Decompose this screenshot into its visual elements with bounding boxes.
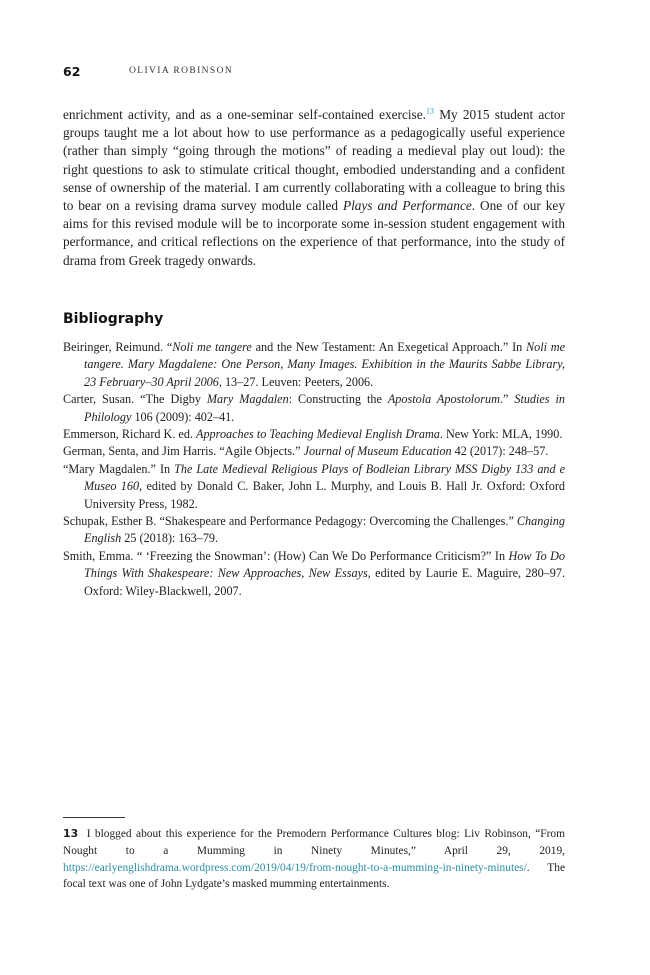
entry-text: Carter, Susan. “The Digby bbox=[63, 392, 207, 407]
entry-italic: Mary Magdalen bbox=[206, 392, 289, 407]
entry-italic: Approaches to Teaching Medieval English Drama bbox=[196, 427, 440, 442]
running-head-author: OLIVIA ROBINSON bbox=[129, 66, 234, 76]
footnote-number: 13 bbox=[63, 827, 79, 840]
entry-text: .” bbox=[499, 392, 515, 407]
entry-italic: Journal of Museum Education bbox=[303, 444, 452, 459]
bibliography-entry bbox=[63, 461, 565, 513]
bibliography-entry bbox=[63, 443, 565, 460]
bibliography-entry bbox=[63, 513, 565, 548]
entry-text: Beiringer, Reimund. “ bbox=[63, 340, 173, 354]
footnote-link[interactable]: https://earlyenglishdrama.wordpress.com/2019/04/19/from-nought-to-a-mumming-in-ninety-minutes/ bbox=[63, 861, 527, 874]
footnote-text: I blogged about this experience for the Premodern Performance Cultures blog: Liv Robinson, “From Nought to a Mumming in Ninety Minutes,” April 29, 2019, bbox=[63, 828, 565, 857]
entry-italic: How To Do Things With Shakespeare: New Approaches, New Essays bbox=[84, 548, 566, 581]
entry-text: and the New Testament: An Exegetical Approach.” In bbox=[251, 340, 526, 354]
body-italic-title: Plays and Performance bbox=[342, 198, 472, 214]
entry-text: 42 (2017): 248–57. bbox=[451, 444, 549, 459]
bibliography-list bbox=[63, 339, 565, 600]
entry-text: German, Senta, and Jim Harris. “Agile Objects.” bbox=[63, 444, 304, 459]
entry-italic: The Late Medieval Religious Plays of Bodleian Library MSS Digby 133 and e Museo 160 bbox=[84, 461, 565, 494]
footnote-text: . The focal text was one of John Lydgate’s masked mumming entertainments. bbox=[63, 861, 565, 891]
entry-text: , edited by Donald C. Baker, John L. Murphy, and Louis B. Hall Jr. Oxford: Oxford University Press, 1982. bbox=[84, 479, 565, 511]
entry-italic: Studies in Philology bbox=[84, 392, 565, 424]
page-number: 62 bbox=[63, 64, 81, 79]
entry-text: Emmerson, Richard K. ed. bbox=[63, 427, 197, 442]
entry-text: . New York: MLA, 1990. bbox=[439, 427, 563, 442]
body-text: enrichment activity, and as a one-seminar self-contained exercise. bbox=[63, 107, 426, 122]
entry-text: Schupak, Esther B. “Shakespeare and Performance Pedagogy: Overcoming the Challenges.” bbox=[63, 514, 517, 529]
entry-text: 106 (2009): 402–41. bbox=[131, 409, 235, 424]
entry-italic: Noli me tangere. Mary Magdalene: One Person, Many Images. Exhibition in the Maurits Sabbe Library, 23 February–30 April 2006 bbox=[84, 340, 565, 389]
entry-text: , 13–27. Leuven: Peeters, 2006. bbox=[218, 374, 374, 389]
bibliography-entry bbox=[63, 426, 565, 443]
body-paragraph bbox=[63, 106, 565, 270]
footnote bbox=[63, 826, 565, 893]
body-text: My 2015 student actor groups taught me a lot about how to use performance as a pedagogically useful experience (rather than simply “going through the motions” of reading a medieval play out loud): the right questions to ask to stimulate critical thought, embodied understanding and a confident sense of ownership of the material. I am currently collaborating with a colleague to bring this to bear on a revising drama survey module called bbox=[63, 107, 565, 214]
entry-text: , edited by Laurie E. Maguire, 280–97. Oxford: Wiley-Blackwell, 2007. bbox=[84, 566, 565, 598]
footnote-divider bbox=[63, 817, 125, 818]
bibliography-heading: Bibliography bbox=[63, 311, 164, 327]
entry-text: “Mary Magdalen.” In bbox=[63, 461, 175, 476]
entry-text: Smith, Emma. “ ‘Freezing the Snowman’: (How) Can We Do Performance Criticism?” In bbox=[63, 548, 509, 563]
entry-italic: Noli me tangere bbox=[172, 340, 252, 354]
footnote-reference[interactable]: 13 bbox=[425, 106, 434, 116]
entry-text: 25 (2018): 163–79. bbox=[121, 531, 219, 546]
entry-italic: Apostola Apostolorum bbox=[387, 392, 500, 407]
entry-italic: Changing English bbox=[84, 514, 565, 546]
entry-text: : Constructing the bbox=[288, 392, 388, 407]
bibliography-entry bbox=[63, 548, 565, 600]
bibliography-entry bbox=[63, 339, 565, 391]
bibliography-entry bbox=[63, 391, 565, 426]
body-text: . One of our key aims for this revised module will be to incorporate some in-session student engagement with performance, and critical reflections on the experience of that performance, into the study of drama from Greek tragedy onwards. bbox=[63, 198, 565, 268]
